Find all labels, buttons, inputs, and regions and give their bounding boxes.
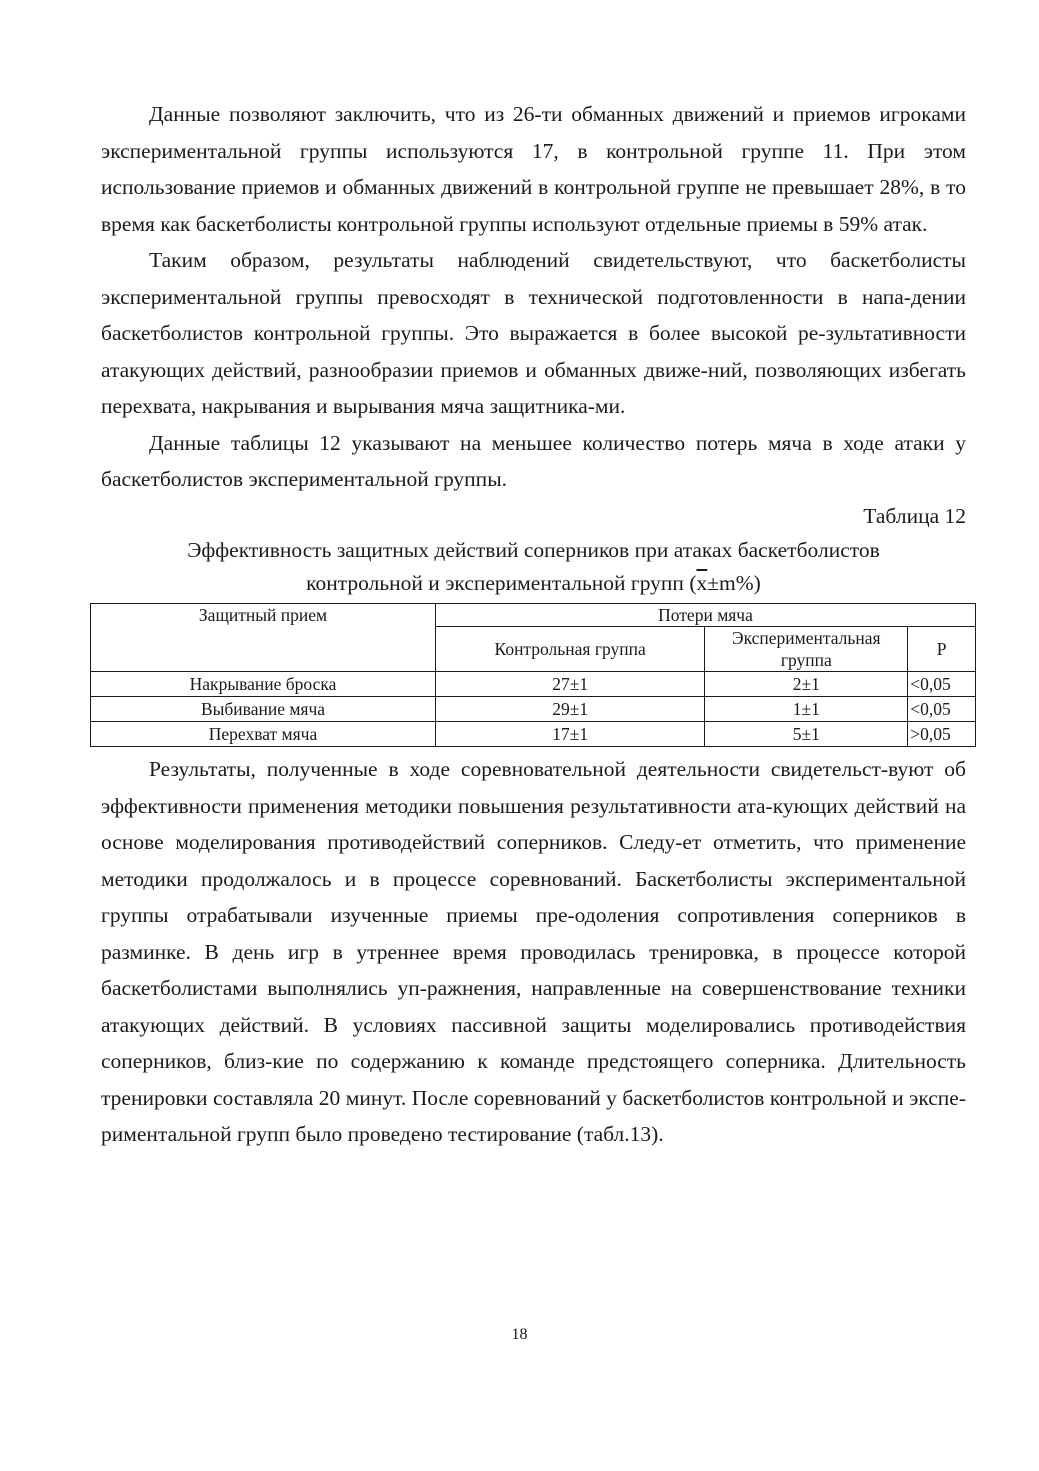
header-control-group: Контрольная группа [436,627,705,672]
table-row [91,697,976,722]
document-page [101,96,966,1153]
paragraph-2: Таким образом, результаты наблюдений свидетельствуют, что баскетболисты экспериментальной группы превосходят в технической подготовленности в напа-дении баскетболистов контрольной группы. Это выражается в более высокой ре-зультативности атакующих действий, разнообразии приемов и обманных движе-ний, позволяющих избегать перехвата, накрывания и вырывания мяча защитника-ми. [101,248,966,418]
row-p: <0,05 [908,672,976,697]
row-name: Перехват мяча [91,722,436,747]
table-title-line2 [101,567,966,600]
table-label: Таблица 12 [863,503,966,528]
row-p: <0,05 [908,697,976,722]
row-control: 17±1 [436,722,705,747]
table-row [91,672,976,697]
header-p: P [908,627,976,672]
paragraph-1: Данные позволяют заключить, что из 26-ти обманных движений и приемов игроками экспериментальной группы используются 17, в контрольной группе 11. При этом использование приемов и обманных движений в контрольной группе не превышает 28%, в то время как баскетболисты контрольной группы используют отдельные приемы в 59% атак. [101,102,966,236]
header-ball-losses: Потери мяча [436,604,976,627]
row-name: Накрывание броска [91,672,436,697]
table-title-mean-symbol: $\overline{x}$ [696,571,708,595]
table-row [91,722,976,747]
header-defensive-technique: Защитный прием [91,604,436,672]
row-name: Выбивание мяча [91,697,436,722]
row-control: 27±1 [436,672,705,697]
row-experimental: 2±1 [705,672,908,697]
table-title-line1: Эффективность защитных действий соперников при атаках баскетболистов [187,538,880,562]
header-experimental-group: Экспериментальная группа [705,627,908,672]
paragraph-4: Результаты, полученные в ходе соревновательной деятельности свидетельст-вуют об эффективности применения методики повышения результативности ата-кующих действий на основе моделирования противодействий соперников. Следу-ет отметить, что применение методики продолжалось и в процессе соревнований. Баскетболисты экспериментальной группы отрабатывали изученные приемы пре-одоления сопротивления соперников в разминке. В день игр в утреннее время проводилась тренировка, в процессе которой баскетболистами выполнялись уп-ражнения, направленные на совершенствование техники атакующих действий. В условиях пассивной защиты моделировались противодействия соперников, близ-кие по содержанию к команде предстоящего соперника. Длительность тренировки составляла 20 минут. После соревнований у баскетболистов контрольной и экспе-риментальной групп было проведено тестирование (табл.13). [101,757,966,1146]
table-title-prefix: контрольной и экспериментальной групп ( [306,571,697,595]
row-experimental: 1±1 [705,697,908,722]
page-number: 18 [511,1326,528,1343]
row-p: >0,05 [908,722,976,747]
row-experimental: 5±1 [705,722,908,747]
results-table [90,603,976,747]
paragraph-3: Данные таблицы 12 указывают на меньшее количество потерь мяча в ходе атаки у баскетболистов экспериментальной группы. [101,430,966,491]
row-control: 29±1 [436,697,705,722]
table-title-suffix: ±m%) [707,571,761,595]
